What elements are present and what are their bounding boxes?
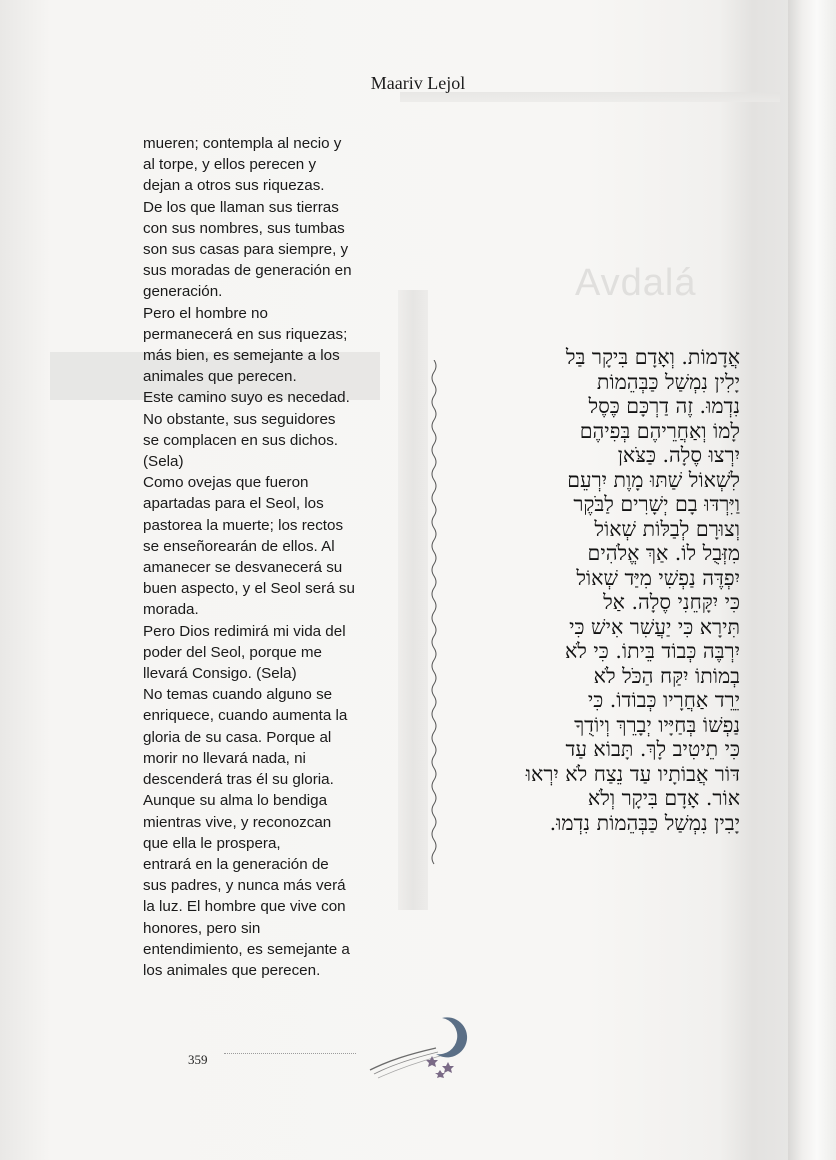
hebrew-text-line: אֲדָמוֹת. וְאָדָם בִּיקָר בַּל: [565, 345, 740, 369]
spanish-text-line: sus padres, y nunca más verá: [143, 877, 346, 895]
wavy-divider: [428, 360, 440, 870]
spanish-text-line: entrará en la generación de: [143, 855, 329, 873]
spanish-text-line: morir no llevará nada, ni: [143, 749, 306, 767]
spanish-text-line: que ella le prospera,: [143, 834, 281, 852]
spanish-text-line: No temas cuando alguno se: [143, 686, 333, 704]
spanish-text-line: se enseñorearán de ellos. Al: [143, 537, 335, 555]
spanish-text-line: (Sela): [143, 453, 184, 471]
footer-rule: [224, 1053, 356, 1054]
spanish-text-line: honores, pero sin: [143, 919, 261, 937]
spanish-text-line: buen aspecto, y el Seol será su: [143, 580, 355, 598]
spanish-text-line: mueren; contempla al necio y: [143, 135, 342, 152]
spanish-text-line: Este camino suyo es necedad.: [143, 389, 350, 407]
spanish-text-line: la luz. El hombre que vive con: [143, 898, 346, 916]
spanish-text-line: Pero el hombre no: [143, 304, 268, 322]
hebrew-text-line: בְמוֹתוֹ יִקַּח הַכֹּל לֹא: [593, 663, 740, 688]
spanish-text-line: son sus casas para siempre, y: [143, 241, 349, 259]
page-number: 359: [188, 1052, 208, 1067]
spanish-text-column: [143, 133, 393, 981]
spanish-text-line: morada.: [143, 601, 199, 619]
hebrew-text-line: נִדְמוּ. זֶה דַרְכָּם כֶּסֶל: [588, 394, 740, 418]
spanish-text-line: No obstante, sus seguidores: [143, 410, 336, 428]
hebrew-text-line: יָבִין נִמְשַׁל כַּבְּהֵמוֹת נִדְמוּ.: [549, 810, 740, 835]
hebrew-text-line: יָלִין נִמְשַׁל כַּבְּהֵמוֹת: [596, 369, 740, 394]
spanish-text-line: se complacen en sus dichos.: [143, 431, 339, 449]
spanish-text-line: los animales que perecen.: [143, 961, 321, 979]
bleed-through-column: [398, 290, 428, 910]
spanish-text-line: animales que perecen.: [143, 368, 297, 386]
hebrew-text-line: לִשְׁאוֹל שַׁתּוּ מָוֶת יִרְעֵם: [567, 467, 740, 492]
hebrew-text-line: מִזְּבֻל לוֹ. אַךְ אֱלֹהִים: [587, 541, 740, 565]
spanish-text-line: gloria de su casa. Porque al: [143, 728, 332, 746]
spanish-text-line: dejan a otros sus riquezas.: [143, 177, 325, 195]
spanish-text-line: enriquece, cuando aumenta la: [143, 707, 348, 725]
spanish-text-line: entendimiento, es semejante a: [143, 940, 350, 958]
spanish-text-line: más bien, es semejante a los: [143, 347, 340, 365]
spanish-text-line: Pero Dios redimirá mi vida del: [143, 622, 346, 640]
hebrew-text-line: יִרְבֶּה כְּבוֹד בֵּיתוֹ. כִּי לֹא: [565, 639, 740, 663]
hebrew-text-line: לָמוֹ וְאַחֲרֵיהֶם בְּפִיהֶם: [579, 418, 740, 443]
spanish-text-line: Como ovejas que fueron: [143, 474, 309, 492]
spanish-text-line: apartadas para el Seol, los: [143, 495, 324, 513]
hebrew-text-line: כִּי תֵיטִיב לָךְ. תָּבוֹא עַד: [565, 737, 740, 761]
spanish-text-line: poder del Seol, porque me: [143, 643, 322, 661]
hebrew-text-line: יִפְדֶּה נַפְשִׁי מִיַּד שְׁאוֹל: [576, 565, 740, 590]
spanish-text-line: generación.: [143, 283, 223, 301]
spanish-text-line: Aunque su alma lo bendiga: [143, 792, 328, 810]
spanish-text-line: descenderá tras él su gloria.: [143, 771, 334, 789]
hebrew-text-line: וְצוּרָם לְבַלּוֹת שְׁאוֹל: [594, 516, 740, 541]
spanish-text-line: mientras vive, y reconozcan: [143, 813, 332, 831]
hebrew-text-line: יִרְצוּ סֶלָה. כַּצֹּאן: [617, 443, 740, 467]
bleed-through-title: Avdalá: [575, 262, 697, 304]
spanish-text-line: amanecer se desvanecerá su: [143, 559, 343, 577]
page-edge-shadow: [788, 0, 836, 1160]
spanish-text-line: sus moradas de generación en: [143, 262, 352, 280]
hebrew-text-column: [440, 345, 740, 835]
spanish-text-line: De los que llaman sus tierras: [143, 198, 339, 216]
running-header: Maariv Lejol: [370, 73, 466, 93]
hebrew-text-line: תִּירָא כִּי יַעֲשִׁר אִישׁ כִּי: [569, 614, 740, 639]
spanish-text-line: permanecerá en sus riquezas;: [143, 325, 348, 343]
hebrew-text-line: וַיִּרְדּוּ בָם יְשָׁרִים לַבֹּקֶר: [573, 492, 740, 516]
spanish-text-line: llevará Consigo. (Sela): [143, 665, 297, 683]
crescent-moon-stars-icon: [360, 1012, 470, 1082]
hebrew-text-line: דּוֹר אֲבוֹתָיו עַד נֵצַח לֹא יִרְאוּ: [525, 761, 740, 786]
spanish-text-line: al torpe, y ellos perecen y: [143, 156, 317, 174]
hebrew-text-line: אוֹר. אָדָם בִּיקָר וְלֹא: [587, 786, 740, 810]
hebrew-text-line: יֵרֵד אַחֲרָיו כְּבוֹדוֹ. כִּי: [587, 688, 740, 712]
hebrew-text-line: נַפְשׁוֹ בְּחַיָּיו יְבָרֵךְ וְיוֹדֻךָ: [574, 712, 740, 737]
hebrew-text-line: כִּי יִקָּחֵנִי סֶלָה. אַל: [603, 590, 740, 614]
spanish-text-line: con sus nombres, sus tumbas: [143, 219, 345, 237]
spanish-text-line: pastorea la muerte; los rectos: [143, 516, 344, 534]
